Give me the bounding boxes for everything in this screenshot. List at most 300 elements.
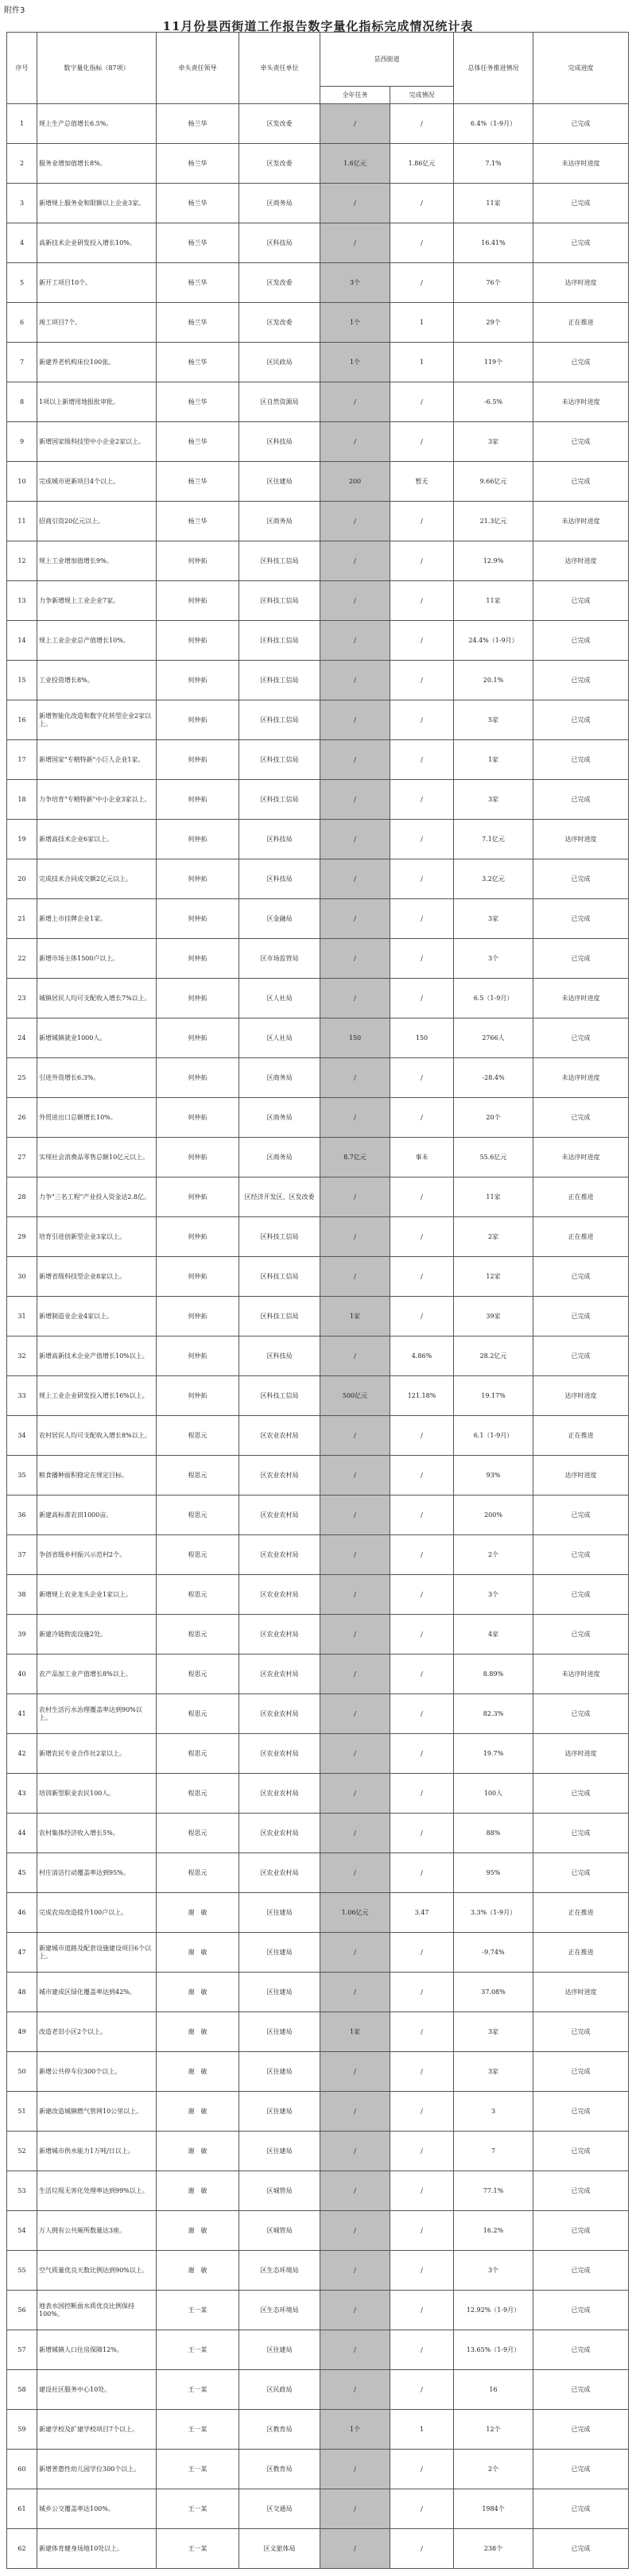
table-row [7,2370,629,2410]
row-progress: 21.3亿元 [454,502,533,541]
row-year-task: 1家 [320,2012,390,2052]
row-completed: / [390,2529,454,2569]
row-unit: 区城管局 [239,2211,320,2251]
row-leader: 谢 敏 [157,1893,239,1933]
row-status: 达序时进度 [533,1973,629,2012]
row-completed: / [390,621,454,661]
table-row [7,1177,629,1217]
row-unit: 区农业农村局 [239,1575,320,1615]
row-status: 已完成 [533,621,629,661]
row-progress: 16 [454,2370,533,2410]
row-progress: 3家 [454,780,533,820]
row-status: 未达序时进度 [533,1058,629,1098]
row-number: 22 [7,939,37,979]
row-task: 城镇居民人均可支配收入增长7%以上。 [37,979,157,1018]
row-completed: / [390,2330,454,2370]
row-number: 57 [7,2330,37,2370]
row-number: 38 [7,1575,37,1615]
row-number: 37 [7,1535,37,1575]
row-number: 13 [7,581,37,621]
table-row [7,502,629,541]
row-year-task: 1个 [320,2410,390,2450]
row-completed: 暂无 [390,462,454,502]
row-completed: / [390,2489,454,2529]
header-leader: 牵头责任领导 [157,33,239,104]
row-leader: 王一某 [157,2489,239,2529]
row-status: 已完成 [533,1297,629,1336]
row-year-task: / [320,184,390,223]
row-number: 34 [7,1416,37,1456]
row-status: 已完成 [533,2132,629,2171]
row-status: 已完成 [533,2330,629,2370]
table-row [7,1933,629,1973]
row-progress: 16.41% [454,223,533,263]
row-number: 31 [7,1297,37,1336]
row-year-task: / [320,621,390,661]
row-leader: 王一某 [157,2529,239,2569]
row-progress: 3家 [454,2012,533,2052]
row-number: 60 [7,2450,37,2489]
row-completed: 4.86% [390,1336,454,1376]
row-leader: 杨兰华 [157,502,239,541]
row-leader: 何仲拓 [157,740,239,780]
row-completed: / [390,1615,454,1655]
row-unit: 区教育局 [239,2450,320,2489]
row-completed: 事未 [390,1138,454,1177]
row-leader: 程思元 [157,1814,239,1853]
row-year-task: / [320,820,390,859]
row-task: 培育引进创新型企业3家以上。 [37,1217,157,1257]
row-number: 40 [7,1655,37,1694]
row-completed: / [390,541,454,581]
row-task: 新增普惠性幼儿园学位300个以上。 [37,2450,157,2489]
table-row [7,2171,629,2211]
row-number: 11 [7,502,37,541]
row-task: 生活垃圾无害化处理率达到99%以上。 [37,2171,157,2211]
row-task: 城市建成区绿化覆盖率达到42%。 [37,1973,157,2012]
row-completed: 1.86亿元 [390,144,454,184]
row-completed: / [390,1575,454,1615]
row-completed: / [390,1814,454,1853]
row-number: 15 [7,661,37,700]
row-unit: 区商务局 [239,1138,320,1177]
row-status: 正在推进 [533,1177,629,1217]
row-task: 争创省级乡村振兴示范村2个。 [37,1535,157,1575]
row-task: 粮食播种面积稳定在规定目标。 [37,1456,157,1496]
row-progress: 24.4%（1-9月） [454,621,533,661]
table-row [7,263,629,303]
row-progress: 7.1亿元 [454,820,533,859]
row-progress: 2家 [454,1217,533,1257]
header-street-group: 昙西街道 [320,33,454,87]
row-progress: 3家 [454,2052,533,2092]
row-status: 未达序时进度 [533,1138,629,1177]
row-status: 未达序时进度 [533,144,629,184]
row-status: 已完成 [533,2171,629,2211]
row-progress: 20个 [454,1098,533,1138]
row-progress: 11家 [454,581,533,621]
row-year-task: 200 [320,462,390,502]
row-completed: / [390,581,454,621]
row-task: 竣工项目7个。 [37,303,157,343]
row-status: 达序时进度 [533,1456,629,1496]
row-completed: / [390,263,454,303]
row-task: 新建冷链物流设施2处。 [37,1615,157,1655]
row-task: 规上工业企业总产值增长10%。 [37,621,157,661]
row-progress: 3个 [454,1575,533,1615]
row-status: 已完成 [533,2211,629,2251]
row-progress: 200% [454,1496,533,1535]
row-leader: 杨兰华 [157,144,239,184]
row-status: 达序时进度 [533,820,629,859]
row-leader: 何仲拓 [157,1217,239,1257]
row-progress: 13.65%（1-9月） [454,2330,533,2370]
row-year-task: / [320,541,390,581]
row-leader: 王一某 [157,2330,239,2370]
row-completed: / [390,104,454,144]
row-leader: 杨兰华 [157,343,239,382]
header-year-task: 全年任务 [320,87,390,104]
row-status: 已完成 [533,2370,629,2410]
table-row [7,2529,629,2569]
row-number: 12 [7,541,37,581]
row-year-task: / [320,1853,390,1893]
row-task: 完成技术合同成交额2亿元以上。 [37,859,157,899]
row-progress: 12.92%（1-9月） [454,2291,533,2330]
table-row [7,661,629,700]
row-task: 农村生活污水治理覆盖率达到90%以上。 [37,1694,157,1734]
row-number: 5 [7,263,37,303]
table-row [7,541,629,581]
row-year-task: / [320,2132,390,2171]
row-task: 新增制造业企业4家以上。 [37,1297,157,1336]
row-unit: 区农业农村局 [239,1496,320,1535]
row-year-task: 3个 [320,263,390,303]
row-progress: 11家 [454,1177,533,1217]
row-task: 新开工项目10个。 [37,263,157,303]
row-leader: 何仲拓 [157,1177,239,1217]
row-progress: 12个 [454,2410,533,2450]
row-leader: 程思元 [157,1655,239,1694]
table-row [7,144,629,184]
table-row [7,740,629,780]
row-completed: / [390,1496,454,1535]
row-completed: / [390,939,454,979]
row-completed: / [390,2171,454,2211]
row-leader: 程思元 [157,1694,239,1734]
row-progress: 37.08% [454,1973,533,2012]
row-year-task: / [320,859,390,899]
row-leader: 程思元 [157,1456,239,1496]
row-status: 已完成 [533,422,629,462]
header-status: 完成进度 [533,33,629,104]
row-unit: 区自然资源局 [239,382,320,422]
row-number: 36 [7,1496,37,1535]
row-status: 未达序时进度 [533,1655,629,1694]
row-unit: 区科技局 [239,1336,320,1376]
row-status: 已完成 [533,1098,629,1138]
table-row [7,1694,629,1734]
row-unit: 区住建局 [239,1933,320,1973]
row-completed: 121.18% [390,1376,454,1416]
row-task: 规上工业企业研发投入增长16%以上。 [37,1376,157,1416]
row-task: 新增规上服务业和限额以上企业3家。 [37,184,157,223]
row-unit: 区发改委 [239,263,320,303]
row-leader: 谢 敏 [157,2132,239,2171]
row-year-task: / [320,1694,390,1734]
row-task: 新增高新技术企业产值增长10%以上。 [37,1336,157,1376]
row-leader: 谢 敏 [157,2012,239,2052]
row-year-task: / [320,1058,390,1098]
row-task: 新增省级科技型企业8家以上。 [37,1257,157,1297]
row-unit: 区农业农村局 [239,1853,320,1893]
row-task: 空气质量优良天数比例达到90%以上。 [37,2251,157,2291]
row-task: 新建学校及扩建学校项目7个以上。 [37,2410,157,2450]
row-leader: 何仲拓 [157,1297,239,1336]
row-status: 已完成 [533,2052,629,2092]
row-unit: 区人社局 [239,979,320,1018]
row-task: 新增智能化改造和数字化转型企业2家以上。 [37,700,157,740]
row-unit: 区农业农村局 [239,1535,320,1575]
row-task: 服务业增加值增长8%。 [37,144,157,184]
row-progress: 82.3% [454,1694,533,1734]
row-status: 正在推进 [533,1933,629,1973]
row-leader: 何仲拓 [157,1257,239,1297]
table-row [7,1774,629,1814]
table-row [7,1814,629,1853]
row-completed: / [390,502,454,541]
table-row [7,2410,629,2450]
row-completed: 1 [390,2410,454,2450]
row-progress: -9.74% [454,1933,533,1973]
table-row [7,2132,629,2171]
row-task: 力争培育"专精特新"中小企业3家以上。 [37,780,157,820]
header-task: 数字量化指标（87项） [37,33,157,104]
row-task: 新增公共停车位300个以上。 [37,2052,157,2092]
row-number: 8 [7,382,37,422]
row-number: 19 [7,820,37,859]
row-task: 新建高标准农田1000亩。 [37,1496,157,1535]
row-progress: 6.1（1-9月） [454,1416,533,1456]
row-completed: / [390,1297,454,1336]
table-row [7,2330,629,2370]
row-progress: 2个 [454,1535,533,1575]
row-unit: 区住建局 [239,2132,320,2171]
row-progress: 5家 [454,700,533,740]
page-title: 11月份昙西街道工作报告数字量化指标完成情况统计表 [162,19,474,33]
row-status: 已完成 [533,2251,629,2291]
header-completed: 完成情况 [390,87,454,104]
table-row [7,1376,629,1416]
row-year-task: / [320,899,390,939]
table-row [7,1734,629,1774]
row-year-task: / [320,422,390,462]
row-year-task: 8.7亿元 [320,1138,390,1177]
table-row [7,1217,629,1257]
row-number: 1 [7,104,37,144]
row-year-task: / [320,2211,390,2251]
row-status: 已完成 [533,2092,629,2132]
row-status: 已完成 [533,223,629,263]
row-unit: 区生态环境局 [239,2251,320,2291]
row-leader: 杨兰华 [157,462,239,502]
row-unit: 区科技局 [239,422,320,462]
row-year-task: / [320,1933,390,1973]
row-unit: 区商务局 [239,1058,320,1098]
row-leader: 谢 敏 [157,2251,239,2291]
row-status: 已完成 [533,2291,629,2330]
row-task: 新建养老机构床位100张。 [37,343,157,382]
row-task: 新增城镇人口住房保障12%。 [37,2330,157,2370]
row-progress: 55.6亿元 [454,1138,533,1177]
row-leader: 杨兰华 [157,303,239,343]
row-completed: / [390,2291,454,2330]
row-unit: 区科技局 [239,859,320,899]
row-progress: -28.4% [454,1058,533,1098]
row-progress: 3.3%（1-9月） [454,1893,533,1933]
row-status: 达序时进度 [533,541,629,581]
row-unit: 区农业农村局 [239,1734,320,1774]
row-status: 已完成 [533,1774,629,1814]
row-task: 新建体育健身场地10处以上。 [37,2529,157,2569]
row-unit: 区交通局 [239,2489,320,2529]
table-row [7,223,629,263]
row-number: 42 [7,1734,37,1774]
header-no: 序号 [7,33,37,104]
row-status: 已完成 [533,939,629,979]
row-year-task: / [320,2052,390,2092]
row-leader: 何仲拓 [157,899,239,939]
row-task: 改造老旧小区2个以上。 [37,2012,157,2052]
row-completed: / [390,820,454,859]
row-leader: 何仲拓 [157,1376,239,1416]
row-completed: / [390,1694,454,1734]
row-leader: 何仲拓 [157,780,239,820]
row-task: 农产品加工业产值增长8%以上。 [37,1655,157,1694]
row-year-task: / [320,502,390,541]
row-number: 55 [7,2251,37,2291]
row-number: 58 [7,2370,37,2410]
row-status: 已完成 [533,1018,629,1058]
row-progress: 39家 [454,1297,533,1336]
row-leader: 程思元 [157,1416,239,1456]
row-number: 56 [7,2291,37,2330]
row-year-task: 1.06亿元 [320,1893,390,1933]
row-progress: 28.2亿元 [454,1336,533,1376]
row-year-task: 1.6亿元 [320,144,390,184]
row-status: 未达序时进度 [533,502,629,541]
row-number: 45 [7,1853,37,1893]
row-year-task: / [320,2450,390,2489]
row-status: 已完成 [533,184,629,223]
row-completed: / [390,184,454,223]
row-progress: 4家 [454,1615,533,1655]
table-row [7,859,629,899]
row-unit: 区科技工信局 [239,1297,320,1336]
table-row [7,343,629,382]
row-leader: 谢 敏 [157,2171,239,2211]
row-number: 23 [7,979,37,1018]
row-progress: 12家 [454,1257,533,1297]
row-number: 30 [7,1257,37,1297]
row-year-task: / [320,661,390,700]
row-leader: 何仲拓 [157,820,239,859]
row-year-task: / [320,1098,390,1138]
row-number: 41 [7,1694,37,1734]
table-row [7,820,629,859]
row-unit: 区科技工信局 [239,661,320,700]
row-unit: 区科技工信局 [239,1376,320,1416]
row-completed: / [390,979,454,1018]
row-leader: 何仲拓 [157,1138,239,1177]
row-completed: 150 [390,1018,454,1058]
row-status: 已完成 [533,1575,629,1615]
row-status: 正在推进 [533,1217,629,1257]
row-completed: / [390,1655,454,1694]
row-status: 已完成 [533,700,629,740]
row-leader: 杨兰华 [157,223,239,263]
row-progress: 29个 [454,303,533,343]
row-completed: 3.47 [390,1893,454,1933]
row-task: 招商引资20亿元以上。 [37,502,157,541]
table-row [7,1615,629,1655]
row-task: 1项以上新增用地报批审批。 [37,382,157,422]
row-year-task: / [320,1655,390,1694]
row-year-task: / [320,1774,390,1814]
row-number: 18 [7,780,37,820]
row-completed: 1 [390,343,454,382]
row-leader: 杨兰华 [157,184,239,223]
row-number: 48 [7,1973,37,2012]
row-leader: 何仲拓 [157,979,239,1018]
row-leader: 杨兰华 [157,263,239,303]
row-task: 高新技术企业研发投入增长10%。 [37,223,157,263]
row-leader: 王一某 [157,2291,239,2330]
row-completed: / [390,1456,454,1496]
row-year-task: / [320,2330,390,2370]
row-leader: 程思元 [157,1734,239,1774]
row-leader: 何仲拓 [157,1058,239,1098]
table-row [7,1893,629,1933]
row-year-task: / [320,1535,390,1575]
table-row [7,1138,629,1177]
row-progress: 16.2% [454,2211,533,2251]
row-unit: 区住建局 [239,2012,320,2052]
row-number: 17 [7,740,37,780]
row-progress: 8.89% [454,1655,533,1694]
row-task: 农村集体经济收入增长5%。 [37,1814,157,1853]
row-status: 已完成 [533,1257,629,1297]
row-completed: / [390,382,454,422]
row-task: 引进外资增长6.3%。 [37,1058,157,1098]
row-number: 61 [7,2489,37,2529]
row-completed: / [390,899,454,939]
row-completed: / [390,1177,454,1217]
row-year-task: / [320,2489,390,2529]
row-progress: 76个 [454,263,533,303]
row-unit: 区农业农村局 [239,1814,320,1853]
appendix-label: 附件3 [4,6,25,15]
row-unit: 区科技工信局 [239,1217,320,1257]
row-progress: 2个 [454,2450,533,2489]
row-number: 27 [7,1138,37,1177]
row-number: 50 [7,2052,37,2092]
row-unit: 区科技工信局 [239,780,320,820]
row-number: 29 [7,1217,37,1257]
row-leader: 杨兰华 [157,422,239,462]
row-year-task: / [320,104,390,144]
row-unit: 区农业农村局 [239,1655,320,1694]
